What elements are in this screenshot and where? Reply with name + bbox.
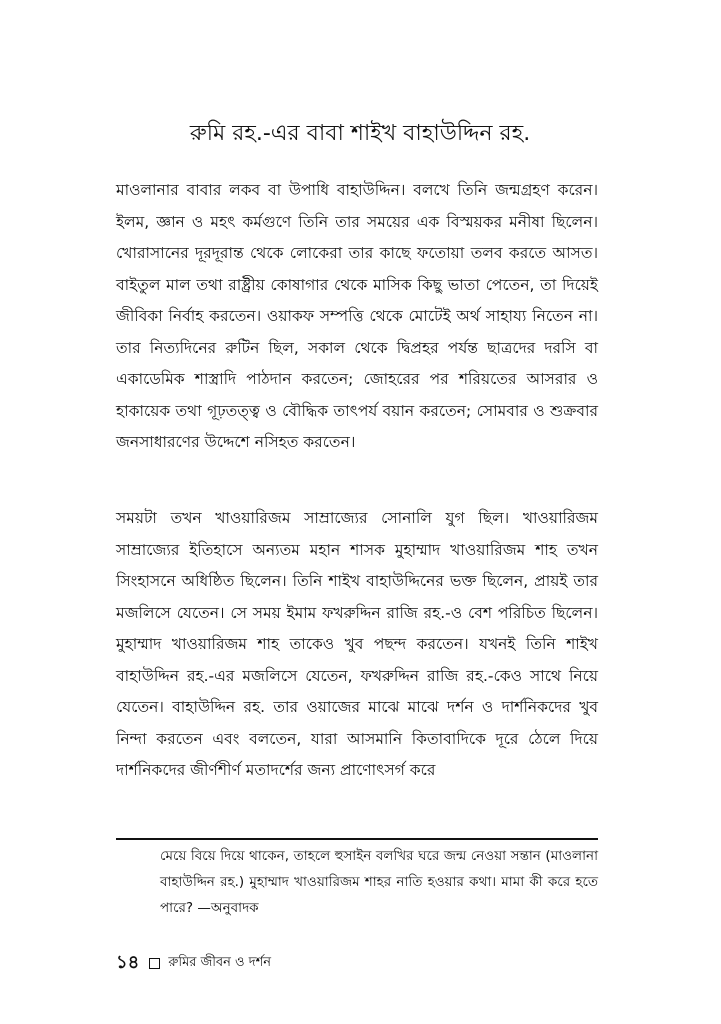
footnote-text: মেয়ে বিয়ে দিয়ে থাকেন, তাহলে হুসাইন বলখির ঘরে জন্ম নেওয়া সন্তান (মাওলানা বাহাউদ্দিন রহ.) মুহাম্মাদ খাওয়ারিজম শাহর নাতি হওয়ার কথা। মামা কী করে হতে পারে? —অনুবাদক (160, 848, 598, 916)
body-paragraph: মাওলানার বাবার লকব বা উপাধি বাহাউদ্দিন। বলখে তিনি জন্মগ্রহণ করেন। ইলম, জ্ঞান ও মহৎ কর্মগুণে তিনি তার সময়ের এক বিস্ময়কর মনীষা ছিলেন। খোরাসানের দূরদূরান্ত থেকে লোকেরা তার কাছে ফতোয়া তলব করতে আসত। বাইতুল মাল তথা রাষ্ট্রীয় কোষাগার থেকে মাসিক কিছু ভাতা পেতেন, তা দিয়েই জীবিকা নির্বাহ করতেন। ওয়াকফ সম্পত্তি থেকে মোটেই অর্থ সাহায্য নিতেন না। তার নিত্যদিনের রুটিন ছিল, সকাল থেকে দ্বিপ্রহর পর্যন্ত ছাত্রদের দরসি বা একাডেমিক শাস্ত্রাদি পাঠদান করতেন; জোহরের পর শরিয়তের আসরার ও হাকায়েক তথা গূঢ়তত্ত্ব ও বৌদ্ধিক তাৎপর্য বয়ান করতেন; সোমবার ও শুক্রবার জনসাধারণের উদ্দেশে নসিহত করতেন। (116, 181, 598, 451)
running-book-title: রুমির জীবন ও দর্শন (168, 954, 272, 970)
square-separator-icon (149, 958, 160, 969)
body-paragraph: সময়টা তখন খাওয়ারিজম সাম্রাজ্যের সোনালি যুগ ছিল। খাওয়ারিজম সাম্রাজ্যের ইতিহাসে অন্যতম মহান শাসক মুহাম্মাদ খাওয়ারিজম শাহ তখন সিংহাসনে অধিষ্ঠিত ছিলেন। তিনি শাইখ বাহাউদ্দিনের ভক্ত ছিলেন, প্রায়ই তার মজলিসে যেতেন। সে সময় ইমাম ফখরুদ্দিন রাজি রহ.-ও বেশ পরিচিত ছিলেন। মুহাম্মাদ খাওয়ারিজম শাহ তাকেও খুব পছন্দ করতেন। যখনই তিনি শাইখ বাহাউদ্দিন রহ.-এর মজলিসে যেতেন, ফখরুদ্দিন রাজি রহ.-কেও সাথে নিয়ে যেতেন। বাহাউদ্দিন রহ. তার ওয়াজের মাঝে মাঝে দর্শন ও দার্শনিকদের খুব নিন্দা করতেন এবং বলতেন, যারা আসমানি কিতাবাদিকে দূরে ঠেলে দিয়ে দার্শনিকদের জীর্ণশীর্ণ মতাদর্শের জন্য প্রাণোৎসর্গ করে (116, 509, 598, 779)
chapter-title: রুমি রহ.-এর বাবা শাইখ বাহাউদ্দিন রহ. (189, 121, 531, 146)
page-footer (116, 950, 271, 976)
page-number: ১৪ (116, 951, 140, 973)
footnote-divider (116, 838, 598, 840)
